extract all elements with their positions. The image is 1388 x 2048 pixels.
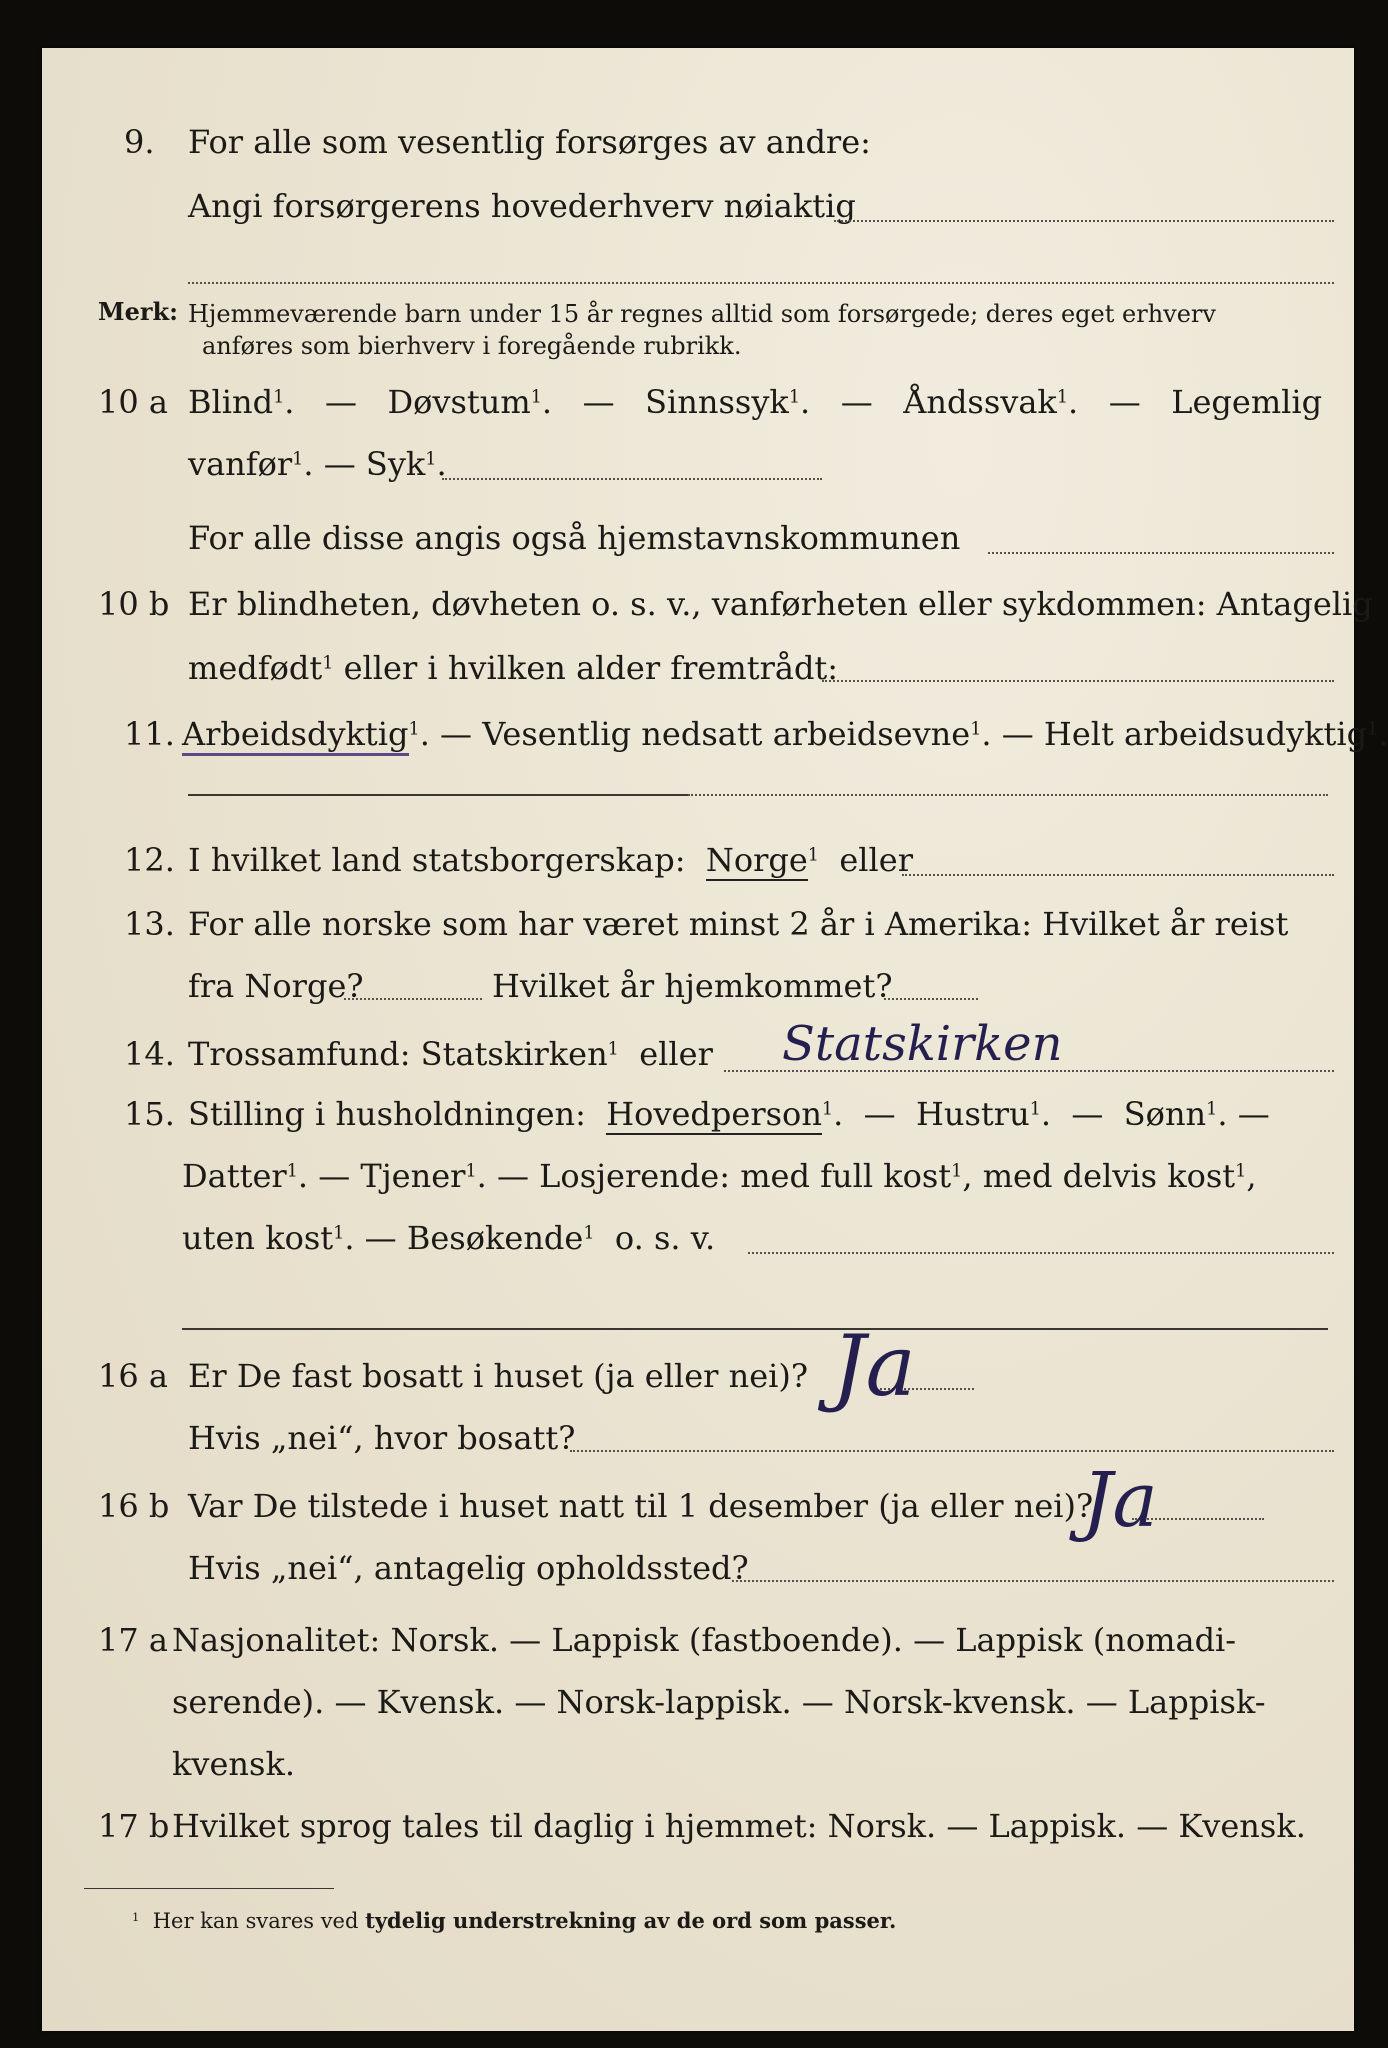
q13-hjem-field[interactable] [884, 998, 978, 1000]
q15-rule [182, 1328, 1328, 1330]
q16b-opholdssted-field[interactable] [732, 1580, 1334, 1582]
option-sonn[interactable]: Sønn [1123, 1095, 1207, 1133]
option-besokende[interactable]: — Besøkende [364, 1219, 584, 1257]
option-nedsatt[interactable]: — Vesentlig nedsatt arbeidsevne [440, 715, 971, 753]
footnote-ref: 1 [333, 1223, 345, 1244]
footnote-rule [84, 1888, 334, 1889]
q17a-line1: Nasjonalitet: Norsk. — Lappisk (fastboende). — Lappisk (nomadi- [172, 1621, 1237, 1659]
q10a-line2: vanfør$^1$. — Syk$^1$. [188, 445, 447, 483]
q17a-line3: kvensk. [172, 1745, 295, 1783]
q16a-line2: Hvis „nei“, hvor bosatt? [188, 1419, 576, 1457]
footnote-bold: tydelig understrekning av de ord som passer. [365, 1908, 897, 1933]
merk-label: Merk: [98, 297, 178, 326]
q14-eller: eller [639, 1035, 713, 1073]
option-tjener[interactable]: Tjener [360, 1157, 466, 1195]
merk-line1: Hjemmeværende barn under 15 år regnes alltid som forsørgede; deres eget erhverv [188, 300, 1216, 328]
q15-number: 15. [124, 1095, 175, 1133]
q16b-handwritten-answer: Ja [1082, 1455, 1158, 1544]
q10b-line1: Er blindheten, døvheten o. s. v., vanførheten eller sykdommen: Antagelig [188, 585, 1373, 623]
option-sinnssyk[interactable]: Sinnssyk [645, 383, 789, 421]
footnote-mark: 1 [132, 1910, 140, 1925]
option-full-kost[interactable]: — Losjerende: med full kost [497, 1157, 952, 1195]
option-norge-selected[interactable]: Norge [705, 841, 808, 879]
q9-number: 9. [124, 123, 155, 161]
option-arbeidsdyktig-selected[interactable]: Arbeidsdyktig [182, 715, 409, 756]
q11-rule [188, 794, 688, 796]
footnote-pre: Her kan svares ved [152, 1909, 359, 1933]
q16a-bosatt-field[interactable] [570, 1450, 1334, 1452]
q10a-number: 10 a [98, 383, 168, 421]
footnote-ref: 1 [408, 719, 420, 740]
option-datter[interactable]: Datter [182, 1157, 287, 1195]
q16a-number: 16 a [98, 1357, 168, 1395]
q10b-line2-rest: eller i hvilken alder fremtrådt: [343, 649, 839, 687]
q10a-hjemstavn-field[interactable] [988, 552, 1334, 554]
option-hovedperson-selected[interactable]: Hovedperson [606, 1095, 822, 1133]
q12-number: 12. [124, 841, 175, 879]
q11-answer-field[interactable] [688, 794, 1328, 796]
q12-text: I hvilket land statsborgerskap: [188, 841, 686, 879]
census-form-page [42, 48, 1388, 2031]
q10a-line3: For alle disse angis også hjemstavnskommunen [188, 519, 961, 557]
option-medfodt[interactable]: medfødt [188, 649, 323, 687]
q16a-handwritten-answer: Ja [832, 1317, 916, 1415]
footnote-ref: 1 [1056, 387, 1069, 408]
q13-hjem-label: Hvilket år hjemkommet? [492, 967, 893, 1005]
q17b-line1: Hvilket sprog tales til daglig i hjemmet: Norsk. — Lappisk. — Kvensk. [172, 1807, 1306, 1845]
q14-line [188, 1035, 713, 1073]
q17a-number: 17 a [98, 1621, 168, 1659]
footnote-ref: 1 [292, 449, 304, 470]
q10a-syk-field[interactable] [442, 478, 822, 480]
q12-eller: eller [839, 841, 913, 879]
q9-answer-field-2[interactable] [188, 282, 1334, 284]
footnote-ref: 1 [970, 719, 982, 740]
q14-text: Trossamfund: Statskirken [188, 1035, 608, 1073]
option-dovstum[interactable]: Døvstum [387, 383, 531, 421]
option-syk[interactable]: Syk [365, 445, 426, 483]
q13-fra-label: fra Norge? [188, 967, 364, 1005]
option-vanfor[interactable]: vanfør [188, 445, 293, 483]
footnote-ref: 1 [1367, 719, 1379, 740]
q9-answer-field[interactable] [834, 220, 1334, 222]
q10a-line1: Blind$^1$. — Døvstum$^1$. — Sinnssyk$^1$. — Åndssvak$^1$. — Legemlig [188, 383, 1323, 421]
footnote-ref: 1 [465, 1161, 477, 1182]
q16b-line2: Hvis „nei“, antagelig opholdssted? [188, 1549, 749, 1587]
q9-line2: Angi forsørgerens hovederhverv nøiaktig [188, 187, 856, 225]
q14-number: 14. [124, 1035, 175, 1073]
option-legemlig[interactable]: Legemlig [1171, 383, 1323, 421]
footnote-ref: 1 [788, 387, 801, 408]
merk-line2: anføres som bierhverv i foregående rubrikk. [202, 332, 742, 360]
footnote-ref: 1 [1235, 1161, 1247, 1182]
option-uten-kost[interactable]: uten kost [182, 1219, 334, 1257]
q11-number: 11. [124, 715, 175, 753]
q10b-number: 10 b [98, 585, 170, 623]
footnote-ref: 1 [607, 1039, 619, 1060]
option-hustru[interactable]: Hustru [915, 1095, 1030, 1133]
q10b-line2 [188, 649, 839, 687]
option-andssvak[interactable]: Åndssvak [903, 383, 1057, 421]
option-delvis-kost[interactable]: , med delvis kost [962, 1157, 1236, 1195]
footnote-ref: 1 [951, 1161, 963, 1182]
q15-osv: o. s. v. [614, 1219, 716, 1257]
footnote [132, 1910, 896, 1932]
footnote-ref: 1 [273, 387, 285, 408]
q16b-number: 16 b [98, 1487, 170, 1525]
q15-line2: Datter$^1$. — Tjener$^1$. — Losjerende: med full kost$^1$, med delvis kost$^1$, [182, 1157, 1257, 1195]
q12-line [188, 841, 913, 879]
q10b-answer-field[interactable] [822, 680, 1334, 682]
q12-answer-field[interactable] [902, 874, 1334, 876]
footnote-ref: 1 [807, 845, 819, 866]
footnote-ref: 1 [286, 1161, 298, 1182]
q13-fra-field[interactable] [344, 998, 482, 1000]
q11-line: Arbeidsdyktig$^1$. — Vesentlig nedsatt arbeidsevne$^1$. — Helt arbeidsudyktig$^1$. [182, 718, 1388, 750]
q15-line3: uten kost$^1$. — Besøkende$^1$ o. s. v. [182, 1219, 716, 1257]
footnote-ref: 1 [530, 387, 542, 408]
footnote-ref: 1 [322, 653, 334, 674]
q17b-number: 17 b [98, 1807, 170, 1845]
option-blind[interactable]: Blind [188, 383, 274, 421]
footnote-ref: 1 [425, 449, 437, 470]
q9-line1: For alle som vesentlig forsørges av andre: [188, 123, 871, 161]
footnote-ref: 1 [1206, 1099, 1218, 1120]
q16a-line1: Er De fast bosatt i huset (ja eller nei)? [188, 1357, 809, 1395]
q14-handwritten-answer: Statskirken [782, 1016, 1063, 1072]
q16b-line1: Var De tilstede i huset natt til 1 desember (ja eller nei)? [188, 1487, 1094, 1525]
q13-line1: For alle norske som har været minst 2 år i Amerika: Hvilket år reist [188, 905, 1289, 943]
q13-number: 13. [124, 905, 175, 943]
footnote-ref: 1 [583, 1223, 595, 1244]
q15-line1: Stilling i husholdningen: Hovedperson$^1$. — Hustru$^1$. — Sønn$^1$. — [188, 1095, 1270, 1133]
option-udyktig[interactable]: — Helt arbeidsudyktig [1001, 715, 1368, 753]
footnote-ref: 1 [1029, 1099, 1041, 1120]
q17a-line2: serende). — Kvensk. — Norsk-lappisk. — Norsk-kvensk. — Lappisk- [172, 1683, 1266, 1721]
q15-lead: Stilling i husholdningen: [188, 1095, 586, 1133]
footnote-ref: 1 [821, 1099, 834, 1120]
q15-answer-field[interactable] [748, 1252, 1334, 1254]
